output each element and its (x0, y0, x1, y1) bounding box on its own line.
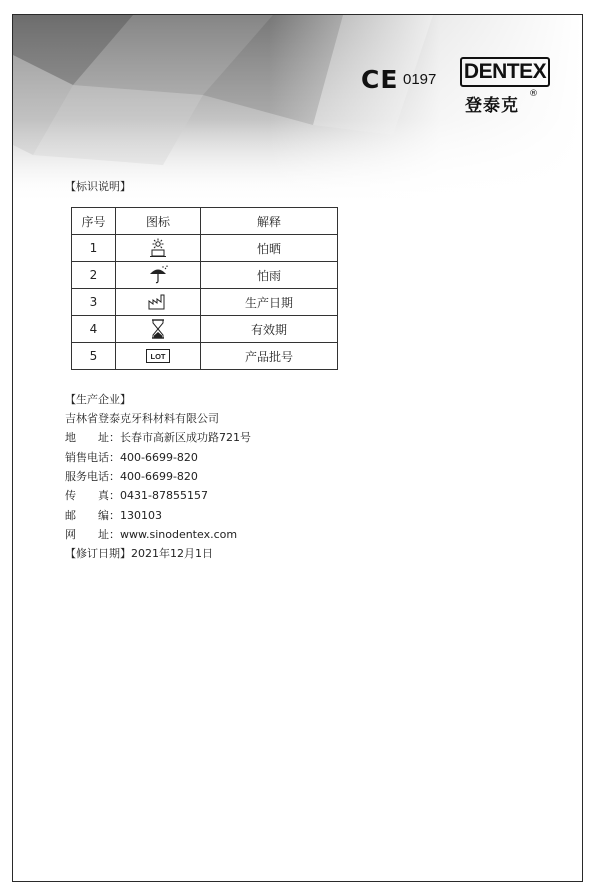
row-meaning: 怕雨 (201, 262, 338, 289)
postcode-line (65, 507, 162, 523)
revision-date-value: 2021年12月1日 (131, 547, 213, 560)
table-header-row (72, 208, 338, 235)
table-row (72, 289, 338, 316)
column-header-number: 序号 (72, 208, 116, 235)
address-value: 长春市高新区成功路721号 (120, 431, 251, 444)
row-number: 5 (72, 343, 116, 370)
website-line (65, 526, 237, 542)
fax-label: 传 真： (65, 489, 120, 502)
row-meaning: 怕晒 (201, 235, 338, 262)
registered-mark: ® (529, 89, 538, 99)
column-header-icon: 图标 (116, 208, 201, 235)
sales-phone-label: 销售电话： (65, 451, 120, 464)
table-row (72, 343, 338, 370)
row-meaning: 有效期 (201, 316, 338, 343)
ce-mark: CE (361, 65, 399, 94)
company-name: 吉林省登泰克牙科材料有限公司 (65, 412, 219, 425)
symbols-section-title: 【标识说明】 (65, 180, 131, 193)
symbols-table (71, 207, 338, 370)
website-label: 网 址： (65, 528, 120, 541)
address-label: 地 址： (65, 431, 120, 444)
row-number: 3 (72, 289, 116, 316)
postcode-value: 130103 (120, 509, 162, 522)
sales-phone-line (65, 449, 198, 465)
row-number: 4 (72, 316, 116, 343)
use-by-date-hourglass-icon (116, 316, 201, 343)
row-meaning: 生产日期 (201, 289, 338, 316)
lot-number-icon (116, 343, 201, 370)
revision-date-label: 【修订日期】 (65, 547, 131, 560)
column-header-meaning: 解释 (201, 208, 338, 235)
keep-dry-umbrella-icon (116, 262, 201, 289)
keep-away-from-sunlight-icon (116, 235, 201, 262)
row-number: 2 (72, 262, 116, 289)
header-logos (13, 15, 582, 155)
website-value: www.sinodentex.com (120, 528, 238, 541)
sales-phone-value: 400-6699-820 (120, 451, 198, 464)
manufacturer-section-title: 【生产企业】 (65, 393, 131, 406)
row-meaning: 产品批号 (201, 343, 338, 370)
fax-value: 0431-87855157 (120, 489, 208, 502)
table-row (72, 235, 338, 262)
table-row (72, 316, 338, 343)
date-of-manufacture-icon (116, 289, 201, 316)
address-line (65, 429, 251, 445)
brand-name-cn: 登泰克 (465, 96, 519, 116)
ce-notified-body-number: 0197 (403, 71, 437, 88)
postcode-label: 邮 编： (65, 509, 120, 522)
service-phone-label: 服务电话： (65, 470, 120, 483)
label-page (12, 14, 583, 882)
service-phone-value: 400-6699-820 (120, 470, 198, 483)
row-number: 1 (72, 235, 116, 262)
table-row (72, 262, 338, 289)
revision-date-line (65, 545, 213, 561)
lot-icon-text: LOT (150, 352, 166, 361)
service-phone-line (65, 468, 198, 484)
dentex-logo: DENTEX (460, 57, 550, 87)
fax-line (65, 487, 208, 503)
